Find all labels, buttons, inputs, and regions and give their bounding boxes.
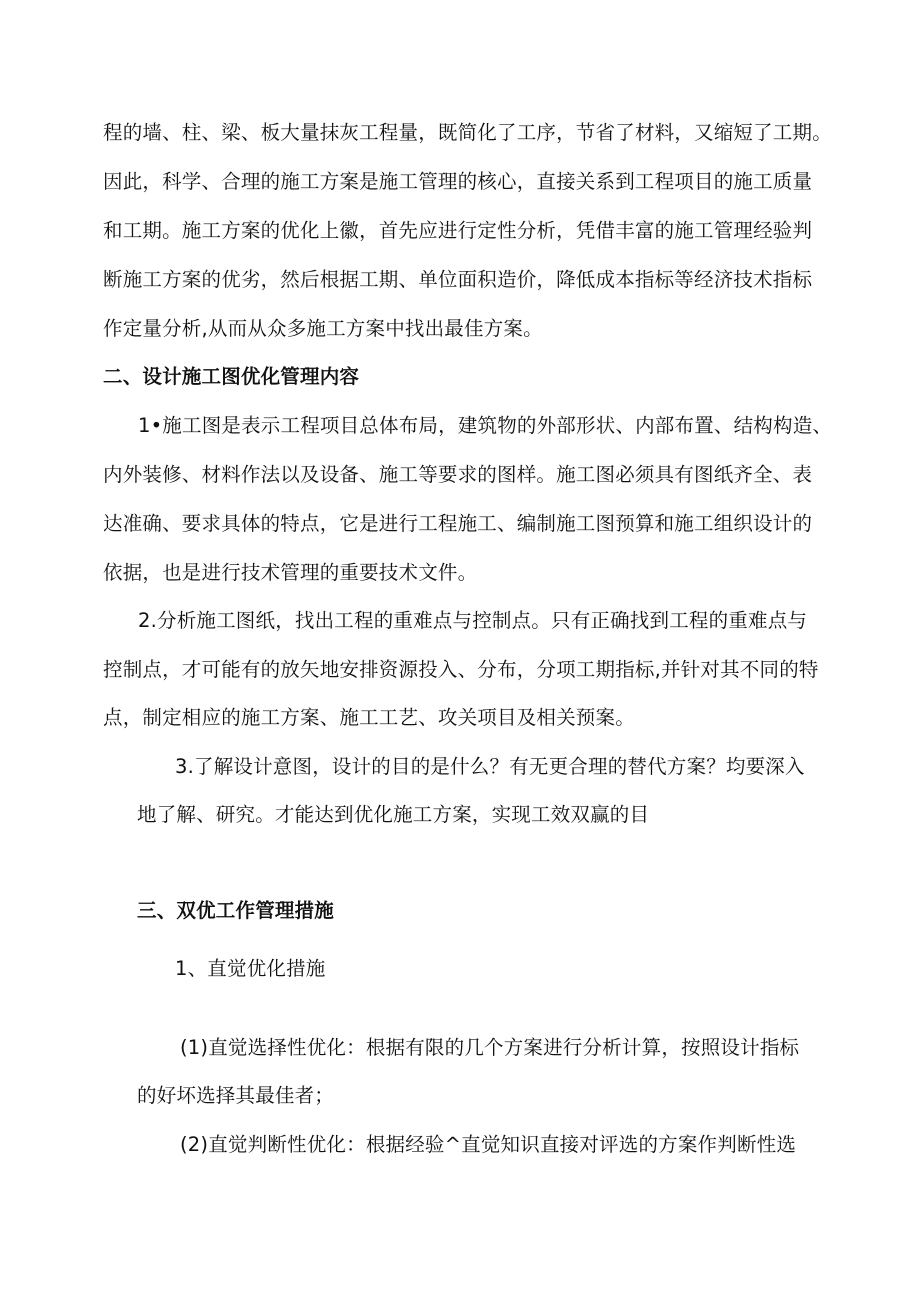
section-3-heading: 三、双优工作管理措施 xyxy=(137,899,335,922)
item-2-line-1: 2.分析施工图纸，找出工程的重难点与控制点。只有正确找到工程的重难点与 xyxy=(138,609,808,632)
intro-line-1: 程的墙、柱、梁、板大量抹灰工程量，既简化了工序，节省了材料，又缩短了工期。 xyxy=(103,121,832,144)
intro-line-3: 和工期。施工方案的优化上徽，首先应进行定性分析，凭借丰富的施工管理经验判 xyxy=(103,219,813,242)
item-2-line-3: 点，制定相应的施工方案、施工工艺、攻关项目及相关预案。 xyxy=(103,706,635,729)
item-1-line-2: 内外装修、材料作法以及设备、施工等要求的图样。施工图必须具有图纸齐全、表 xyxy=(103,463,813,486)
intro-line-2: 因此，科学、合理的施工方案是施工管理的核心，直接关系到工程项目的施工质量 xyxy=(103,170,813,193)
sub1-para-2-line-1: (2)直觉判断性优化：根据经验^直觉知识直接对评选的方案作判断性选 xyxy=(180,1133,797,1156)
item-2-line-2: 控制点，才可能有的放矢地安排资源投入、分布，分项工期指标,并针对其不同的特 xyxy=(103,658,819,681)
subsection-1-heading: 1、直觉优化措施 xyxy=(175,957,326,980)
item-3-line-1: 3.了解设计意图，设计的目的是什么？有无更合理的替代方案？均要深入 xyxy=(175,755,805,778)
item-1-line-1: 1•施工图是表示工程项目总体布局，建筑物的外部形状、内部布置、结构构造、 xyxy=(138,414,833,437)
item-1-line-3: 达准确、要求具体的特点，它是进行工程施工、编制施工图预算和施工组织设计的 xyxy=(103,512,813,535)
sub1-para-1-line-2: 的好坏选择其最佳者； xyxy=(137,1084,335,1107)
section-2-heading: 二、设计施工图优化管理内容 xyxy=(103,365,360,388)
sub1-para-1-line-1: (1)直觉选择性优化：根据有限的几个方案进行分析计算，按照设计指标 xyxy=(180,1036,800,1059)
item-3-line-2: 地了解、研究。才能达到优化施工方案，实现工效双赢的目 xyxy=(137,803,650,826)
intro-line-4: 断施工方案的优劣，然后根据工期、单位面积造价，降低成本指标等经济技术指标 xyxy=(103,268,813,291)
item-1-line-4: 依据，也是进行技术管理的重要技术文件。 xyxy=(103,561,478,584)
intro-line-5: 作定量分析,从而从众多施工方案中找出最佳方案。 xyxy=(103,317,543,340)
